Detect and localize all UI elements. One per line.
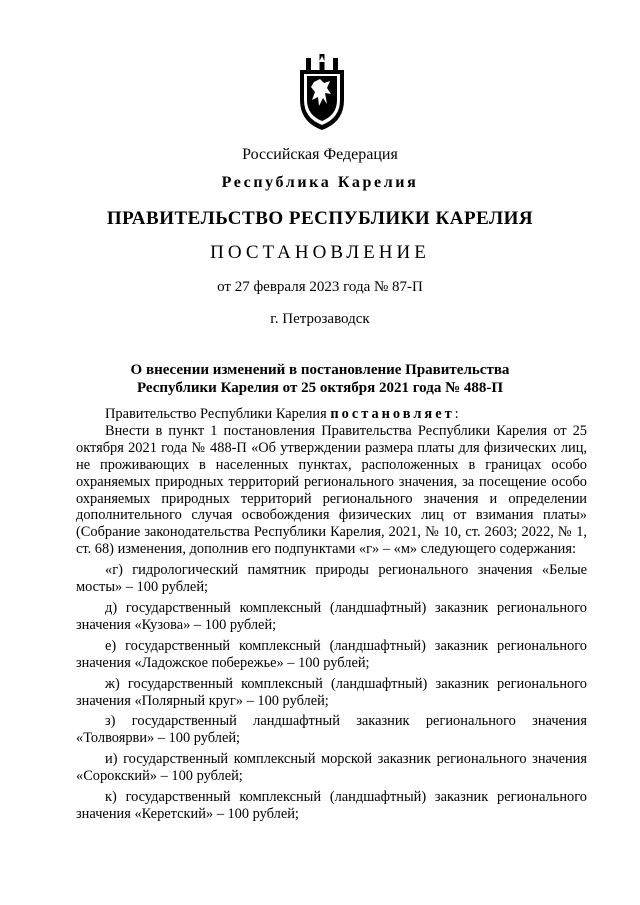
city: г. Петрозаводск [270, 311, 370, 327]
government-title: ПРАВИТЕЛЬСТВО РЕСПУБЛИКИ КАРЕЛИЯ [106, 208, 534, 229]
list-item: «г) гидрологический памятник природы регионального значения «Белые мосты» – 100 рублей; [76, 562, 587, 596]
karelia-coat-of-arms-icon [296, 52, 348, 132]
decree-verb: постановляет [330, 406, 455, 422]
list-item: д) государственный комплексный (ландшафтный) заказник регионального значения «Кузова» – 100 рублей; [76, 599, 587, 633]
republic-title: Республика Карелия [221, 174, 419, 191]
federation-title: Российская Федерация [242, 146, 398, 163]
decree-subject [0, 361, 640, 397]
preamble: Правительство Республики Карелия постановляет: [105, 406, 459, 422]
document-type: ПОСТАНОВЛЕНИЕ [210, 242, 430, 263]
subject-line: Республики Карелия от 25 октября 2021 года № 488-П [136, 380, 504, 396]
list-item: к) государственный комплексный (ландшафтный) заказник регионального значения «Керетский» – 100 рублей; [76, 789, 587, 822]
list-item: е) государственный комплексный (ландшафтный) заказник регионального значения «Ладожское побережье» – 100 рублей; [76, 637, 587, 671]
subject-line: О внесении изменений в постановление Правительства [130, 362, 510, 378]
decree-date-number: от 27 февраля 2023 года № 87-П [217, 279, 423, 295]
list-item: ж) государственный комплексный (ландшафтный) заказник регионального значения «Полярный круг» – 100 рублей; [76, 675, 587, 709]
list-item: и) государственный комплексный морской заказник регионального значения «Сорокский» – 100 рублей; [76, 751, 587, 785]
main-paragraph: Внести в пункт 1 постановления Правительства Республики Карелия от 25 октября 2021 года № 488-П «Об утверждении размера платы для физических лиц, не проживающих в населенных пунктах, расположенных в границах особо охраняемых природных территорий регионального значения, за посещение особо охраняемых природных территорий регионального значения и определении дополнительного случая освобождения физических лиц от взимания платы» (Собрание законодательства Республики Карелия, 2021, № 10, ст. 2603; 2022, № 1, ст. 68) изменения, дополнив его подпунктами «г» – «м» следующего содержания: [76, 422, 587, 558]
list-item: з) государственный ландшафтный заказник регионального значения «Толвоярви» – 100 рублей; [76, 713, 587, 747]
decree-body [76, 406, 587, 823]
